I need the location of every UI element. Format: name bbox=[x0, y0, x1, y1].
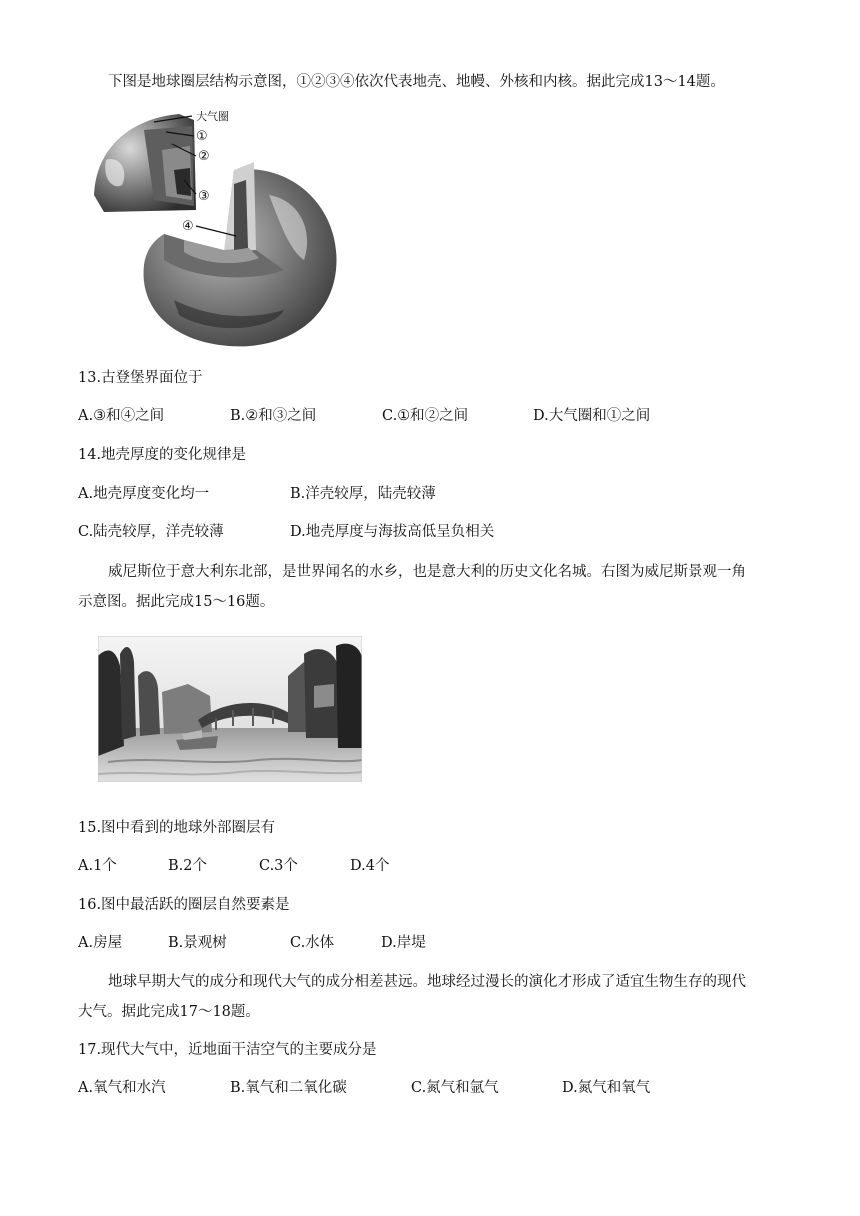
venice-scene-figure bbox=[98, 636, 362, 782]
intro-venice-line2: 示意图。据此完成15～16题。 bbox=[78, 594, 275, 610]
q15-option-d: D.4个 bbox=[350, 858, 390, 874]
q13-option-a: A.③和④之间 bbox=[78, 408, 165, 424]
q14-option-a: A.地壳厚度变化均一 bbox=[78, 486, 210, 502]
q13-option-d: D.大气圈和①之间 bbox=[533, 408, 651, 424]
q13-option-c: C.①和②之间 bbox=[382, 408, 469, 424]
q14-option-d: D.地壳厚度与海拔高低呈负相关 bbox=[290, 524, 495, 540]
earth-layers-figure bbox=[84, 100, 344, 350]
q15-option-b: B.2个 bbox=[168, 858, 207, 874]
q13-option-b: B.②和③之间 bbox=[230, 408, 317, 424]
q14-stem: 14.地壳厚度的变化规律是 bbox=[78, 447, 247, 463]
q13-stem: 13.古登堡界面位于 bbox=[78, 370, 203, 386]
label-layer-4: ④ bbox=[182, 219, 194, 234]
intro-atmosphere-line1: 地球早期大气的成分和现代大气的成分相差甚远。地球经过漫长的演化才形成了适宜生物生存的现代 bbox=[108, 974, 746, 990]
q14-option-c: C.陆壳较厚，洋壳较薄 bbox=[78, 524, 224, 540]
label-layer-3: ③ bbox=[198, 189, 210, 204]
q17-option-a: A.氧气和水汽 bbox=[78, 1080, 166, 1096]
label-layer-1: ① bbox=[196, 129, 208, 144]
intro-venice-line1: 威尼斯位于意大利东北部，是世界闻名的水乡，也是意大利的历史文化名城。右图为威尼斯景观一角 bbox=[108, 564, 746, 580]
q16-option-a: A.房屋 bbox=[78, 935, 123, 951]
q17-option-c: C.氮气和氩气 bbox=[411, 1080, 499, 1096]
q17-option-b: B.氧气和二氧化碳 bbox=[230, 1080, 347, 1096]
intro-earth-layers: 下图是地球圈层结构示意图，①②③④依次代表地壳、地幔、外核和内核。据此完成13～14题。 bbox=[108, 74, 725, 90]
q14-option-b: B.洋壳较厚，陆壳较薄 bbox=[290, 486, 436, 502]
q17-stem: 17.现代大气中，近地面干洁空气的主要成分是 bbox=[78, 1042, 377, 1058]
q16-option-c: C.水体 bbox=[290, 935, 335, 951]
label-atmosphere: 大气圈 bbox=[196, 110, 229, 123]
label-layer-2: ② bbox=[198, 149, 210, 164]
q15-option-c: C.3个 bbox=[259, 858, 298, 874]
q16-option-b: B.景观树 bbox=[168, 935, 227, 951]
q17-option-d: D.氮气和氧气 bbox=[562, 1080, 651, 1096]
intro-atmosphere-line2: 大气。据此完成17～18题。 bbox=[78, 1004, 260, 1020]
q15-option-a: A.1个 bbox=[78, 858, 117, 874]
q16-stem: 16.图中最活跃的圈层自然要素是 bbox=[78, 897, 290, 913]
q15-stem: 15.图中看到的地球外部圈层有 bbox=[78, 820, 276, 836]
q16-option-d: D.岸堤 bbox=[381, 935, 426, 951]
